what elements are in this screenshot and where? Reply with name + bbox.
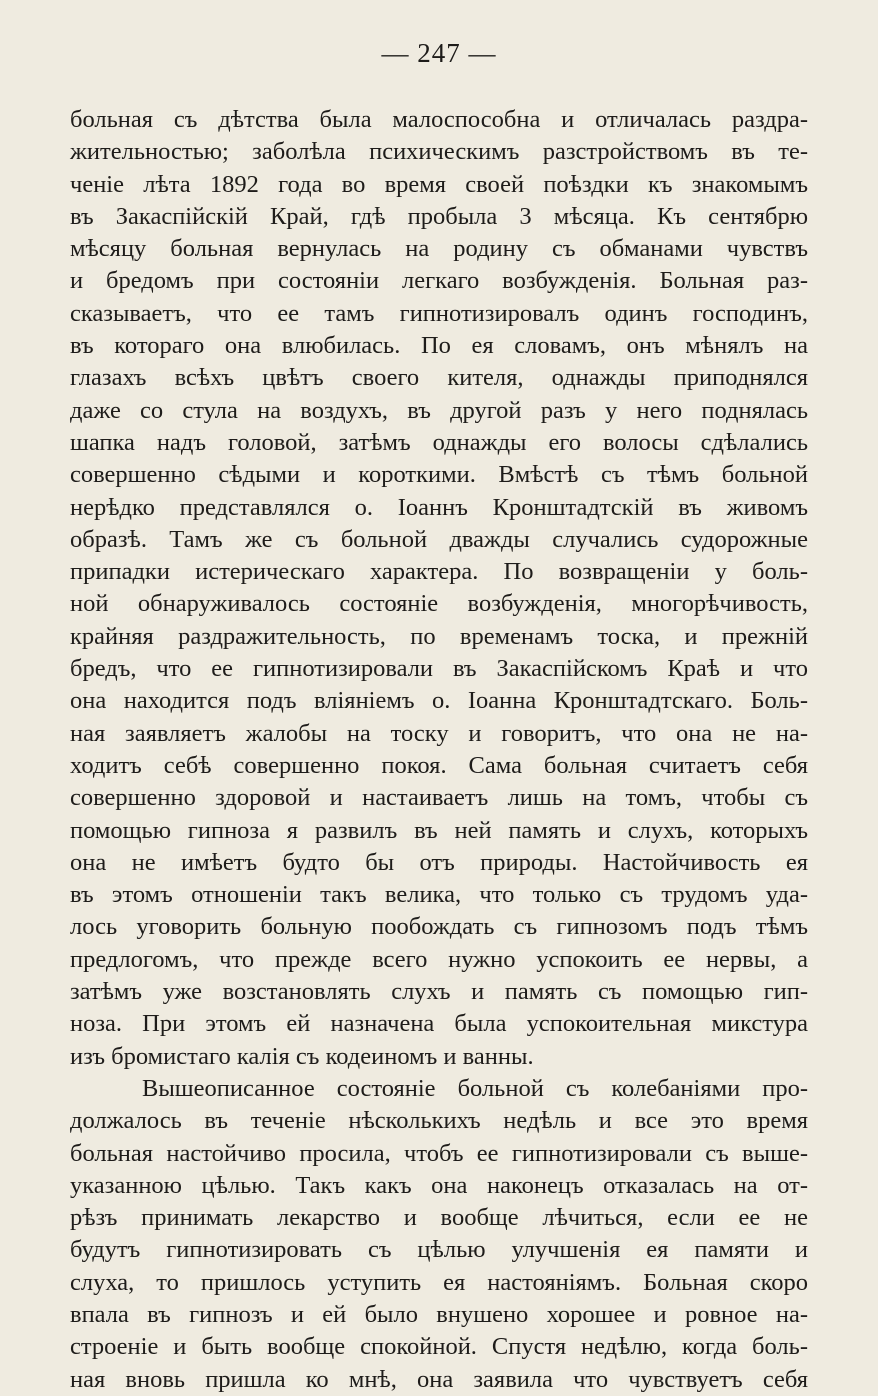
text-line: Вышеописанное состояніе больной съ колебаніями про- — [142, 1074, 808, 1102]
text-line: совершенно здоровой и настаиваетъ лишь на томъ, чтобы съ — [70, 784, 808, 812]
text-line: помощью гипноза я развилъ въ ней память и слухъ, которыхъ — [70, 816, 808, 844]
text-line: изъ бромистаго калія съ кодеиномъ и ванны. — [70, 1042, 534, 1070]
text-line: больная настойчиво просила, чтобъ ее гипнотизировали съ выше- — [70, 1139, 808, 1167]
text-line: совершенно сѣдыми и короткими. Вмѣстѣ съ тѣмъ больной — [70, 461, 808, 489]
text-line: она не имѣетъ будто бы отъ природы. Настойчивость ея — [70, 848, 808, 876]
body-text — [70, 104, 808, 1396]
text-line: предлогомъ, что прежде всего нужно успокоить ее нервы, а — [70, 945, 808, 973]
text-line: нерѣдко представлялся о. Іоаннъ Кронштадтскій въ живомъ — [70, 493, 808, 521]
text-line: ченіе лѣта 1892 года во время своей поѣздки къ знакомымъ — [70, 170, 808, 198]
text-line: въ Закаспійскій Край, гдѣ пробыла 3 мѣсяца. Къ сентябрю — [70, 202, 808, 230]
text-line: затѣмъ уже возстановлять слухъ и память съ помощью гип- — [70, 978, 808, 1006]
text-line: она находится подъ вліяніемъ о. Іоанна Кронштадтскаго. Боль- — [70, 687, 808, 715]
text-line: ноза. При этомъ ей назначена была успокоительная микстура — [70, 1010, 808, 1038]
text-line: въ котораго она влюбилась. По ея словамъ, онъ мѣнялъ на — [70, 332, 808, 360]
text-line: ходитъ себѣ совершенно покоя. Сама больная считаетъ себя — [70, 751, 808, 779]
text-line: и бредомъ при состояніи легкаго возбужденія. Больная раз- — [70, 267, 808, 295]
text-line: крайняя раздражительность, по временамъ тоска, и прежній — [70, 622, 808, 650]
text-line: сказываетъ, что ее тамъ гипнотизировалъ одинъ господинъ, — [70, 299, 808, 327]
text-line: ная вновь пришла ко мнѣ, она заявила что чувствуетъ себя — [70, 1365, 808, 1393]
text-line: слуха, то пришлось уступить ея настояніямъ. Больная скоро — [70, 1268, 808, 1296]
text-line: образѣ. Тамъ же съ больной дважды случались судорожные — [70, 525, 808, 553]
text-line: ной обнаруживалось состояніе возбужденія, многорѣчивость, — [70, 590, 808, 618]
text-line: припадки истерическаго характера. По возвращеніи у боль- — [70, 558, 808, 586]
text-line: глазахъ всѣхъ цвѣтъ своего кителя, однажды приподнялся — [70, 364, 808, 392]
text-line: мѣсяцу больная вернулась на родину съ обманами чувствъ — [70, 235, 808, 263]
text-line: шапка надъ головой, затѣмъ однажды его волосы сдѣлались — [70, 428, 808, 456]
text-line: указанною цѣлью. Такъ какъ она наконецъ отказалась на от- — [70, 1171, 808, 1199]
text-line: жительностью; заболѣла психическимъ разстройствомъ въ те- — [70, 138, 808, 166]
text-line: строеніе и быть вообще спокойной. Спустя недѣлю, когда боль- — [70, 1333, 808, 1361]
page-number: — 247 — — [381, 38, 497, 68]
text-line: больная съ дѣтства была малоспособна и отличалась раздра- — [70, 106, 808, 133]
text-line: должалось въ теченіе нѣсколькихъ недѣль и все это время — [70, 1107, 808, 1135]
text-line: ная заявляетъ жалобы на тоску и говоритъ, что она не на- — [70, 719, 808, 747]
text-line: въ этомъ отношеніи такъ велика, что только съ трудомъ уда- — [70, 881, 808, 909]
text-line: рѣзъ принимать лекарство и вообще лѣчиться, если ее не — [70, 1204, 808, 1232]
text-line: лось уговорить больную пообождать съ гипнозомъ подъ тѣмъ — [70, 913, 808, 941]
text-line: впала въ гипнозъ и ей было внушено хорошее и ровное на- — [70, 1300, 808, 1328]
text-line: будутъ гипнотизировать съ цѣлью улучшенія ея памяти и — [70, 1236, 808, 1264]
text-line: бредъ, что ее гипнотизировали въ Закаспійскомъ Краѣ и что — [70, 655, 808, 683]
text-line: даже со стула на воздухъ, въ другой разъ у него поднялась — [70, 396, 808, 424]
